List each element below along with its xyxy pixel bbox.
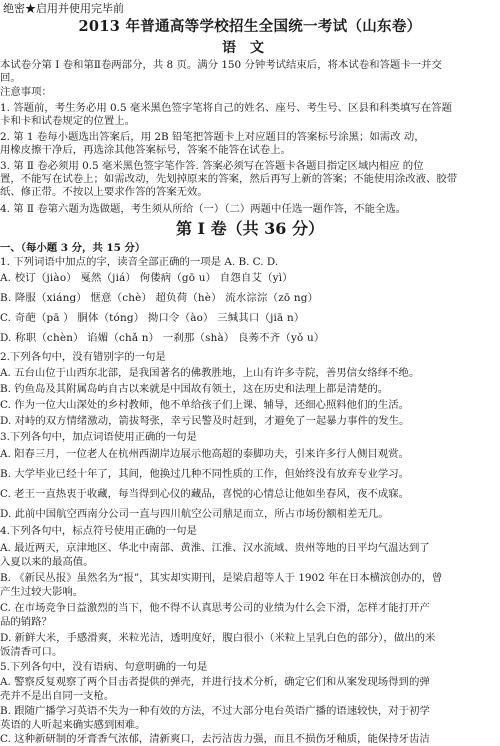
option-line: D. 对峙的双方情绪激动，箭拔弩张，幸亏民警及时赶到，才避免了一起暴力事件的发生。 — [0, 415, 410, 427]
option-line: C. 奇葩（pā ） 胴体（tóng） 拗口令（ào） 三缄其口（jiā n） — [0, 312, 305, 324]
option-line: B. 《新民丛报》虽然名为“报”，其实却实期刊，是梁启超等人于 1902 年在日本横滨创办的，曾 — [0, 572, 443, 584]
exam-title: 2013 年普通高等学校招生全国统一考试（山东卷） — [78, 18, 422, 35]
option-line: B. 跟随广播学习英语不失为一种有效的方法，不过大部分电台英语广播的语速较快，对于初学 — [0, 705, 430, 717]
option-line: A. 五台山位于山西东北部，是我国著名的佛教胜地，上山有许多寺院，善男信女络绎不绝。 — [0, 367, 420, 379]
option-line: B. 大学毕业已经十年了，其间，他换过几种不同性质的工作，但始终没有放弃专业学习。 — [0, 468, 410, 480]
intro-line: 4. 第 Ⅱ 卷第六题为选做题，考生须从所给（一）（二）两题中任选一题作答，不能全选。 — [0, 203, 407, 215]
intro-line: 1. 答题前，考生务必用 0.5 毫米黑色签字笔将自己的姓名、座号、考生号、区县和科类填写在答题 — [0, 102, 452, 114]
option-line: A. 最近两天，京津地区、华北中南部、黄淮、江淮、汉水流域、贵州等地的日平均气温达到了 — [0, 542, 430, 554]
option-line: B. 钓鱼岛及其附属岛屿自古以来就是中国故有领土，这在历史和法理上都是清楚的。 — [0, 383, 389, 395]
intro-line: 纸、修正带。不按以上要求作答的答案无效。 — [0, 186, 208, 198]
option-line: 壳并不是出自同一支枪。 — [0, 690, 115, 702]
option-line: A. 阳春三月，一位老人在杭州西湖岸边展示他高超的泰脚功夫，引来许多行人侧目观赏。 — [0, 448, 409, 460]
question-stem: 5.下列各句中，没有语病、句意明确的一句是 — [0, 661, 208, 673]
intro-line: 置，不能写在试卷上；如需改动，先划掉原来的答案，然后再写上新的答案；不能使用涂改液、胶带 — [0, 173, 458, 185]
notice-heading: 注意事项： — [0, 86, 52, 98]
option-line: 品的销路？ — [0, 616, 52, 628]
option-line: C. 老王一直热衷于收藏，每当得到心仪的藏品，喜悦的心情总让他如坐春风，夜不成寐。 — [0, 488, 410, 500]
option-line: 英语的人听起来确实感到困难。 — [0, 719, 146, 731]
option-line: A. 校订（jiào） 戛然（jiá） 佝偻病（gō u） 自怨自艾（yì） — [0, 272, 293, 284]
question-stem: 1. 下列词语中加点的字，读音全部正确的一项是 A. B. C. D. — [0, 256, 279, 268]
option-line: C. 在市场竞争日益激烈的当下，他不得不认真思考公司的业绩为什么会下滑，怎样才能打开产 — [0, 602, 430, 614]
section-heading: 一、（每小题 3 分，共 15 分） — [0, 242, 146, 254]
question-stem: 3.下列各句中，加点词语使用正确的一句是 — [0, 431, 197, 443]
intro-line: 本试卷分第 I 卷和第Ⅱ卷两部分，共 8 页。满分 150 分钟考试结束后，将本试卷和答题卡一并交 — [0, 59, 442, 71]
volume-title: 第 I 卷（共 36 分） — [175, 219, 325, 238]
intro-line: 2. 第 1 卷每小题选出答案后，用 2B 铅笔把答题卡上对应题目的答案标号涂黑；如需改 动， — [0, 131, 425, 143]
option-line: D. 称职（chèn） 谄媚（chǎ n） 一刹那（shà） 良莠不齐（yǒ u） — [0, 332, 325, 344]
option-line: D. 此前中国航空西南分公司一直与四川航空公司鼎足而立，所占市场份额相差无几。 — [0, 508, 389, 520]
option-line: B. 降服（xiáng） 惬意（chè） 超负荷（hè） 流水淙淙（zō ng） — [0, 292, 319, 304]
option-line: C. 作为一位大山深处的乡村教师，他不单给孩子们上课、辅导，还细心照料他们的生活。 — [0, 399, 410, 411]
intro-line: 用橡皮擦干净后，再选涂其他答案标号，答案不能答在试卷上。 — [0, 144, 291, 156]
intro-line: 卡和卡和试卷规定的位置上。 — [0, 115, 136, 127]
option-line: 饭清香可口。 — [0, 646, 63, 658]
option-line: A. 警察反复观察了两个目击者提供的弹壳，并进行技术分析，确定它们和从案发现场得到的弹 — [0, 676, 430, 688]
question-stem: 4.下列各句中，标点符号使用正确的一句是 — [0, 525, 197, 537]
option-line: 产生过较大影响。 — [0, 586, 84, 598]
intro-line: 3. 第 Ⅱ 卷必须用 0.5 毫米黑色签字笔作答. 答案必须写在答题卡各题目指定区域内相应 的位 — [0, 160, 424, 172]
question-stem: 2.下列各句中，没有错别字的一句是 — [0, 351, 166, 363]
intro-line: 回。 — [0, 72, 21, 84]
option-line: 入夏以来的最高值。 — [0, 556, 94, 568]
confidential-mark: 绝密★启用并使用完毕前 — [3, 2, 124, 15]
option-line: D. 新鲜大米，手感滑爽，米粒光洁，透明度好，腹白很小（米粒上呈乳白色的部分），做出的米 — [0, 632, 436, 644]
subject-title: 语文 — [222, 40, 278, 56]
option-line: C. 这种新研制的牙膏香气浓郁，清新爽口，去污洁齿力强，而且不损伤牙釉质，能保持牙齿洁 — [0, 733, 430, 745]
